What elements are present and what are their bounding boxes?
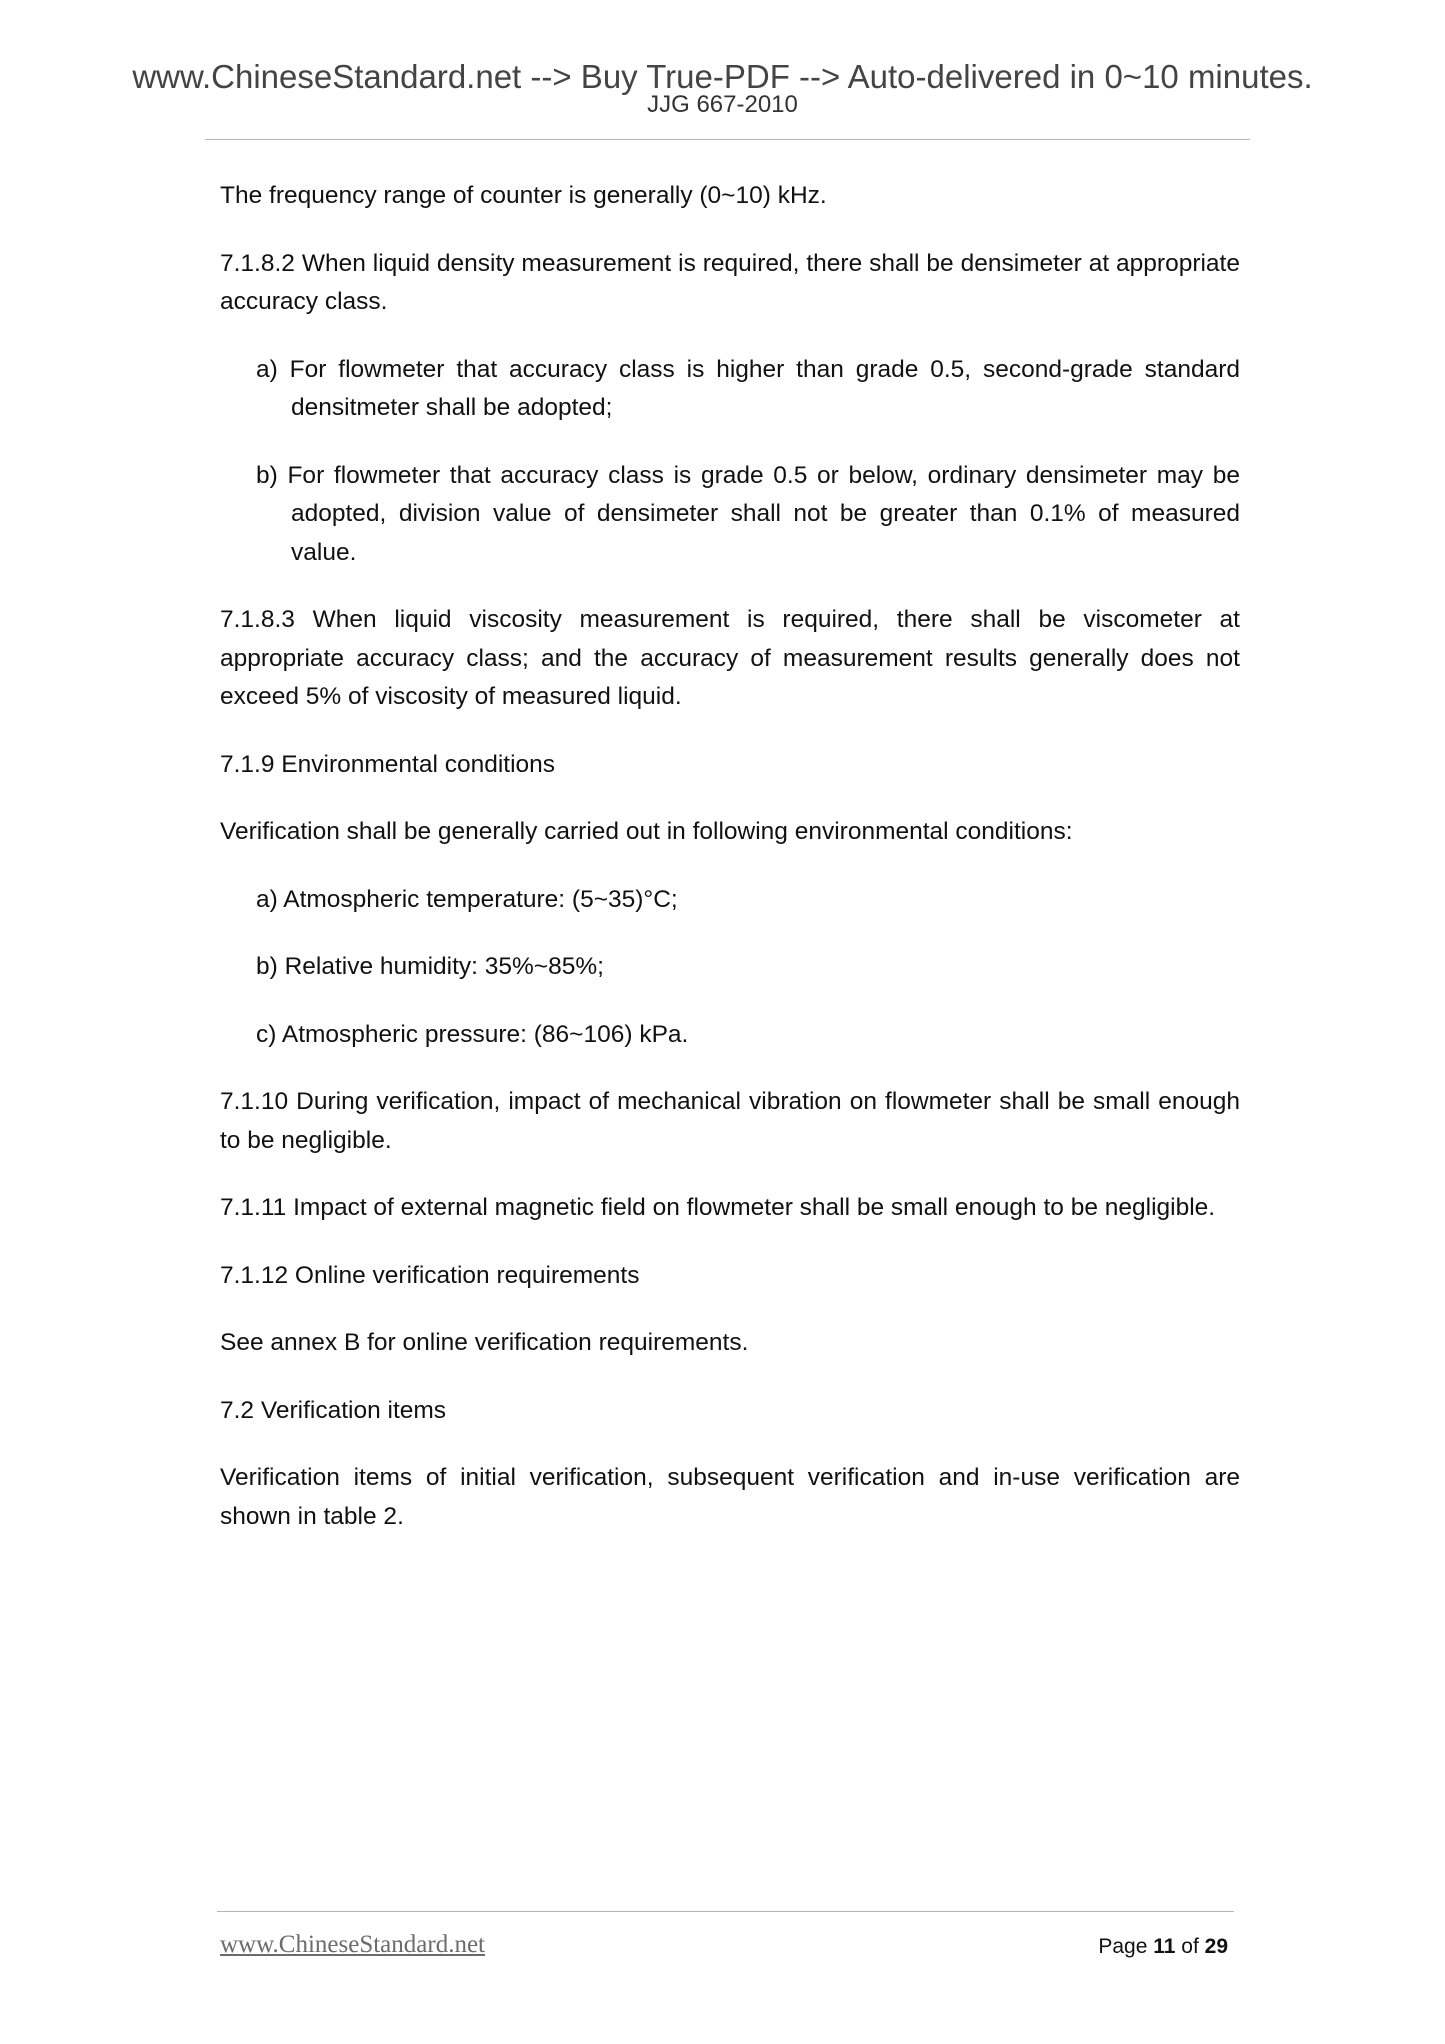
paragraph-7-1-8-3: 7.1.8.3 When liquid viscosity measurement is required, there shall be viscometer at appropriate accuracy class; and the accuracy of measurement results generally does not exceed 5% of viscosity of measured liquid.	[220, 606, 1240, 710]
document-code: JJG 667-2010	[647, 91, 798, 118]
list-item-pressure: c) Atmospheric pressure: (86~106) kPa.	[256, 1020, 689, 1048]
section-heading-7-1-12: 7.1.12 Online verification requirements	[220, 1261, 640, 1289]
footer-site-link[interactable]: www.ChineseStandard.net	[220, 1931, 485, 1958]
paragraph-annex-b: See annex B for online verification requirements.	[220, 1329, 749, 1356]
footer-divider	[217, 1911, 1234, 1912]
paragraph-7-1-11: 7.1.11 Impact of external magnetic field on flowmeter shall be small enough to be negligible.	[220, 1194, 1216, 1221]
page-number	[1098, 1934, 1228, 1960]
list-item-temperature: a) Atmospheric temperature: (5~35)°C;	[256, 885, 678, 913]
paragraph-7-1-8-2: 7.1.8.2 When liquid density measurement is required, there shall be densimeter at appropriate accuracy class.	[220, 249, 1240, 315]
page-of: of	[1181, 1935, 1199, 1958]
paragraph-environmental-conditions: Verification shall be generally carried out in following environmental conditions:	[220, 818, 1073, 845]
site-banner: www.ChineseStandard.net --> Buy True-PDF --> Auto-delivered in 0~10 minutes.	[132, 58, 1313, 95]
page-label: Page	[1098, 1935, 1148, 1958]
list-item-densimeter-a: a) For flowmeter that accuracy class is higher than grade 0.5, second-grade standard densitmeter shall be adopted;	[256, 355, 1240, 421]
list-item-densimeter-b: b) For flowmeter that accuracy class is grade 0.5 or below, ordinary densimeter may be adopted, division value of densimeter shall not be greater than 0.1% of measured value.	[256, 461, 1240, 566]
list-item-humidity: b) Relative humidity: 35%~85%;	[256, 953, 604, 980]
section-heading-7-1-9: 7.1.9 Environmental conditions	[220, 750, 556, 778]
paragraph-frequency-range: The frequency range of counter is generally (0~10) kHz.	[220, 182, 827, 209]
paragraph-7-1-10: 7.1.10 During verification, impact of mechanical vibration on flowmeter shall be small enough to be negligible.	[220, 1088, 1240, 1154]
page-total: 29	[1204, 1935, 1228, 1958]
page-current: 11	[1153, 1935, 1176, 1958]
header-divider	[205, 139, 1250, 140]
paragraph-verification-items: Verification items of initial verification, subsequent verification and in-use verification are shown in table 2.	[220, 1464, 1240, 1530]
section-heading-7-2: 7.2 Verification items	[220, 1396, 447, 1424]
document-body	[220, 177, 1240, 1565]
